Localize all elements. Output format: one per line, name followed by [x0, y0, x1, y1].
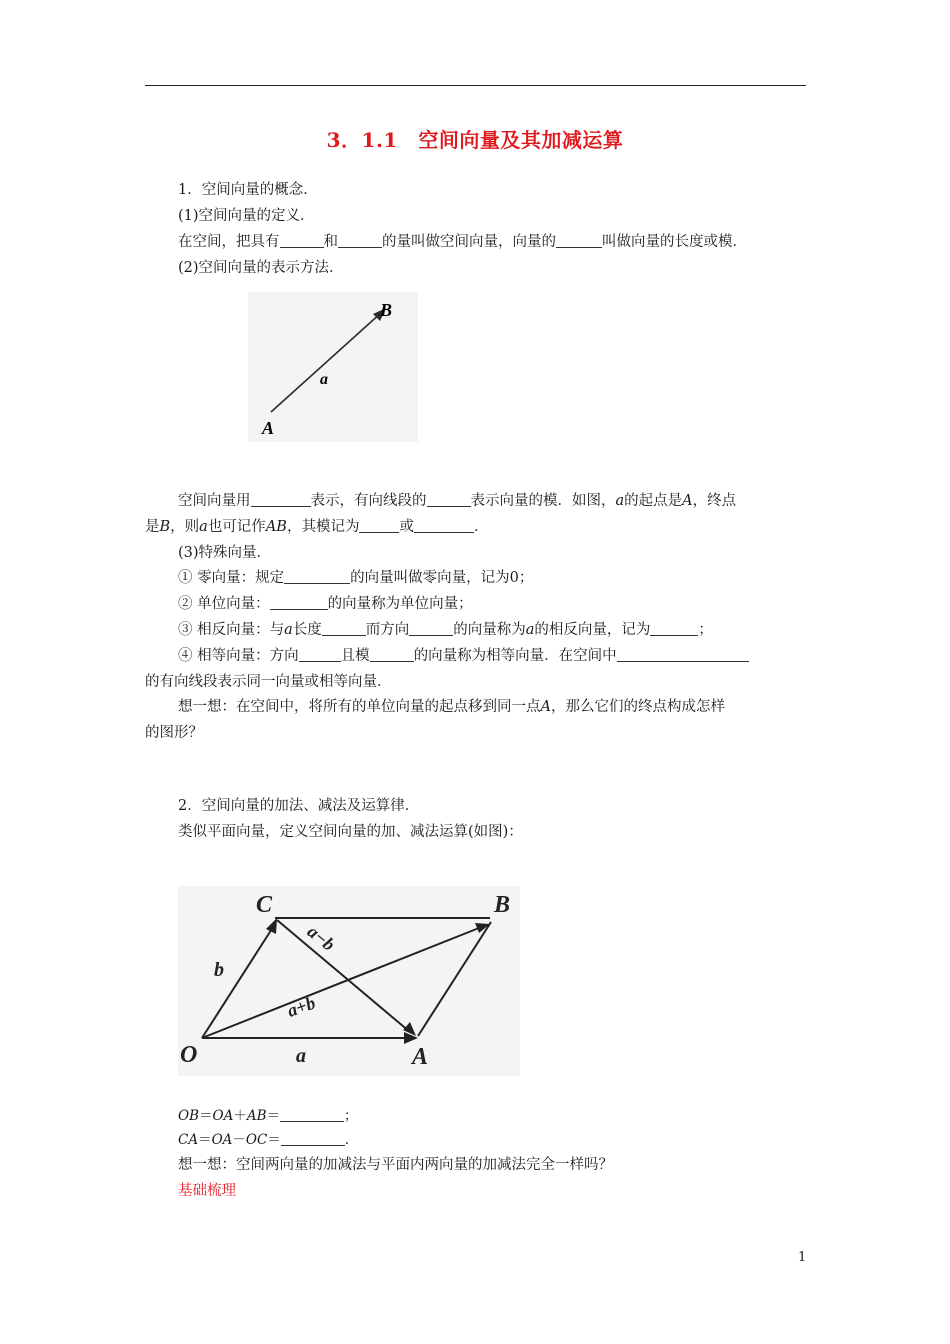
page-title: 3．1.1 空间向量及其加减运算 [326, 128, 624, 152]
label-a-point: A [412, 1044, 429, 1070]
representation-line-2: 是B，则a也可记作AB，其模记为 或 ． [145, 519, 489, 535]
label-b-point: B [380, 300, 393, 320]
blank [338, 233, 382, 248]
vector-addition-figure [178, 886, 520, 1076]
label-vector-b: b [214, 959, 224, 981]
blank [281, 1131, 345, 1146]
subsection-representation: (2)空间向量的表示方法． [178, 260, 344, 276]
page-number: 1 [798, 1250, 807, 1265]
blank [359, 518, 399, 533]
think-line-3: 想一想：空间两向量的加减法与平面内两向量的加减法完全一样吗？ [178, 1157, 613, 1173]
label-o-point: O [180, 1042, 198, 1068]
blank [251, 492, 311, 507]
section-2-heading: 2．空间向量的加法、减法及运算律． [178, 798, 420, 814]
definition-line: 在空间，把具有 和 的量叫做空间向量，向量的 叫做向量的长度或模． [178, 234, 747, 250]
zero-vector-line: ① 零向量：规定 的向量叫做零向量，记为0； [178, 570, 534, 586]
blank [427, 492, 471, 507]
subsection-definition: (1)空间向量的定义． [178, 208, 315, 224]
vector-ab-figure [248, 292, 418, 442]
label-a-plus-b: a+b [284, 992, 318, 1021]
label-a-point: A [262, 418, 275, 438]
blank [409, 621, 453, 636]
formula-ob: OB＝OA＋AB＝ ； [178, 1108, 358, 1124]
blank [270, 595, 328, 610]
unit-vector-line: ② 单位向量： 的向量称为单位向量； [178, 596, 473, 612]
section-basics-heading: 基础梳理 [178, 1183, 236, 1199]
section-1-heading: 1．空间向量的概念． [178, 182, 318, 198]
think-line-2: 的图形？ [145, 725, 203, 741]
representation-line-1: 空间向量用 表示，有向线段的 表示向量的模．如图，a的起点是A，终点 [178, 493, 737, 509]
blank [322, 621, 366, 636]
header-rule [145, 85, 806, 86]
blank [556, 233, 602, 248]
subsection-special: (3)特殊向量． [178, 545, 272, 561]
think-line-1: 想一想：在空间中，将所有的单位向量的起点移到同一点A，那么它们的终点构成怎样 [178, 699, 725, 715]
label-c-point: C [256, 892, 273, 918]
blank [617, 647, 749, 662]
blank [280, 1107, 344, 1122]
equal-vector-line-2: 的有向线段表示同一向量或相等向量． [145, 674, 392, 690]
formula-ca: CA＝OA－OC＝ ． [178, 1132, 359, 1148]
section-2-intro: 类似平面向量，定义空间向量的加、减法运算(如图)： [178, 824, 523, 840]
blank [370, 647, 414, 662]
label-a-minus-b: a−b [303, 921, 339, 955]
blank [650, 621, 698, 636]
label-vector-a: a [320, 371, 328, 388]
label-b-point: B [494, 892, 511, 918]
blank [280, 233, 324, 248]
blank [284, 569, 350, 584]
label-vector-a: a [296, 1045, 306, 1067]
opposite-vector-line: ③ 相反向量：与a长度 而方向 的向量称为a的相反向量，记为 ； [178, 622, 713, 638]
equal-vector-line: ④ 相等向量：方向 且模 的向量称为相等向量．在空间中 [178, 646, 749, 666]
blank [299, 647, 341, 662]
blank [414, 518, 474, 533]
